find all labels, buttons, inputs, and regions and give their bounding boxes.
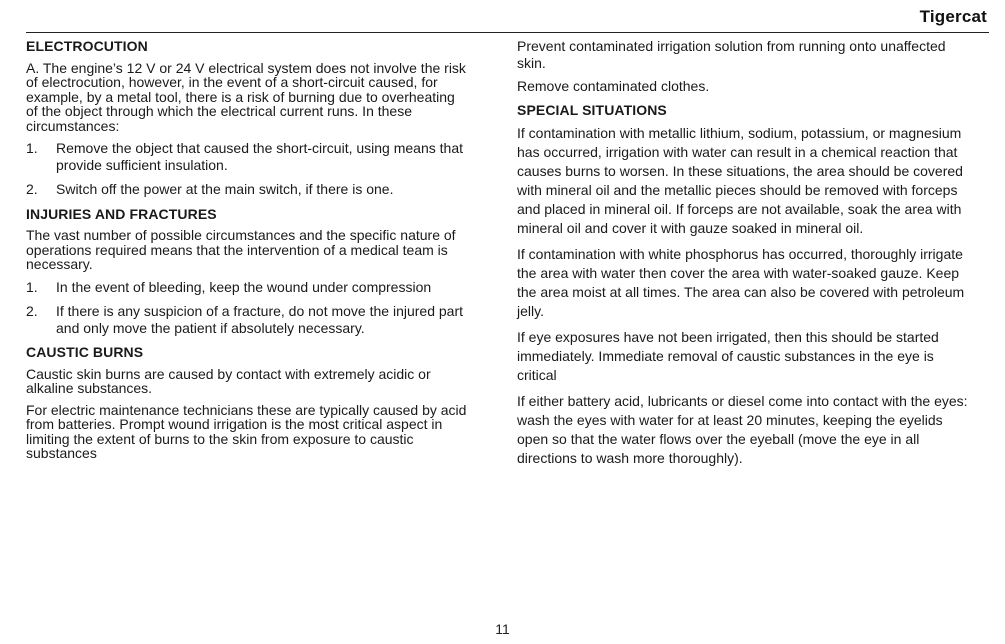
step-text: Remove the object that caused the short-circuit, using means that provide sufficient insulation. <box>56 140 463 173</box>
metals-para: If contamination with metallic lithium, sodium, potassium, or magnesium has occurred, irrigation with water can result in a chemical reaction that causes burns to worsen. In these situations, the area should be covered with mineral oil and the metallic pieces should be removed with forceps and placed in mineral oil. If forceps are not available, soak the area with mineral oil and cover it with gauze soaked in mineral oil. <box>517 125 963 236</box>
injuries-heading: INJURIES AND FRACTURES <box>26 205 217 222</box>
caustic-heading: CAUSTIC BURNS <box>26 344 144 360</box>
brand-title: Tigercat <box>919 7 987 26</box>
list-item <box>26 303 468 336</box>
special-heading: SPECIAL SITUATIONS <box>517 101 667 118</box>
step-number: 2. <box>26 303 38 319</box>
battery-acid-para: If either battery acid, lubricants or diesel come into contact with the eyes: wash the eyes with water for at least 20 minutes, keeping the eyelids open so that the water flows over the eyeball (move the eye in all directions to wash more thoroughly). <box>517 393 968 466</box>
section-electrocution <box>26 38 468 198</box>
eye-exposure-para: If eye exposures have not been irrigated, then this should be started immediately. Immediate removal of caustic substances in the eye is critical <box>517 329 939 383</box>
left-column <box>26 38 468 468</box>
section-injuries <box>26 206 468 337</box>
list-item <box>26 140 468 173</box>
caustic-para-1: Caustic skin burns are caused by contact with extremely acidic or alkaline substances. <box>26 365 431 396</box>
injuries-steps <box>26 279 468 337</box>
electrocution-intro: A. The engine’s 12 V or 24 V electrical system does not involve the risk of electrocution, however, in the event of a short-circuit caused, for example, by a metal tool, there is a risk of burning due to overheating of the object through which the electrical current runs. In these circumstances: <box>26 59 466 134</box>
step-text: Switch off the power at the main switch, if there is one. <box>56 181 394 197</box>
list-item <box>26 181 468 198</box>
remove-clothes-para: Remove contaminated clothes. <box>517 78 710 94</box>
caustic-para-2: For electric maintenance technicians these are typically caused by acid from batteries. Prompt wound irrigation is the most critical aspect in limiting the extent of burns to the skin from exposure to caustic substances <box>26 401 467 461</box>
prevent-para: Prevent contaminated irrigation solution from running onto unaffected skin. <box>517 38 946 71</box>
header-divider <box>26 32 989 33</box>
electrocution-heading: ELECTROCUTION <box>26 38 148 54</box>
page-number: 11 <box>495 621 510 637</box>
section-caustic-burns <box>26 344 468 461</box>
list-item <box>26 279 468 296</box>
injuries-intro: The vast number of possible circumstances and the specific nature of operations required means that the intervention of a medical team is necessary. <box>26 227 456 272</box>
step-number: 1. <box>26 140 38 156</box>
step-text: If there is any suspicion of a fracture, do not move the injured part and only move the patient if absolutely necessary. <box>56 303 463 336</box>
section-special-situations <box>517 102 971 469</box>
step-number: 1. <box>26 278 38 295</box>
step-number: 2. <box>26 181 38 197</box>
phosphorus-para: If contamination with white phosphorus has occurred, thoroughly irrigate the area with water then cover the area with water-soaked gauze. Keep the area moist at all times. The area can also be covered with petroleum jelly. <box>517 246 965 319</box>
right-column <box>517 38 971 475</box>
step-text: In the event of bleeding, keep the wound under compression <box>56 278 432 295</box>
electrocution-steps <box>26 140 468 198</box>
